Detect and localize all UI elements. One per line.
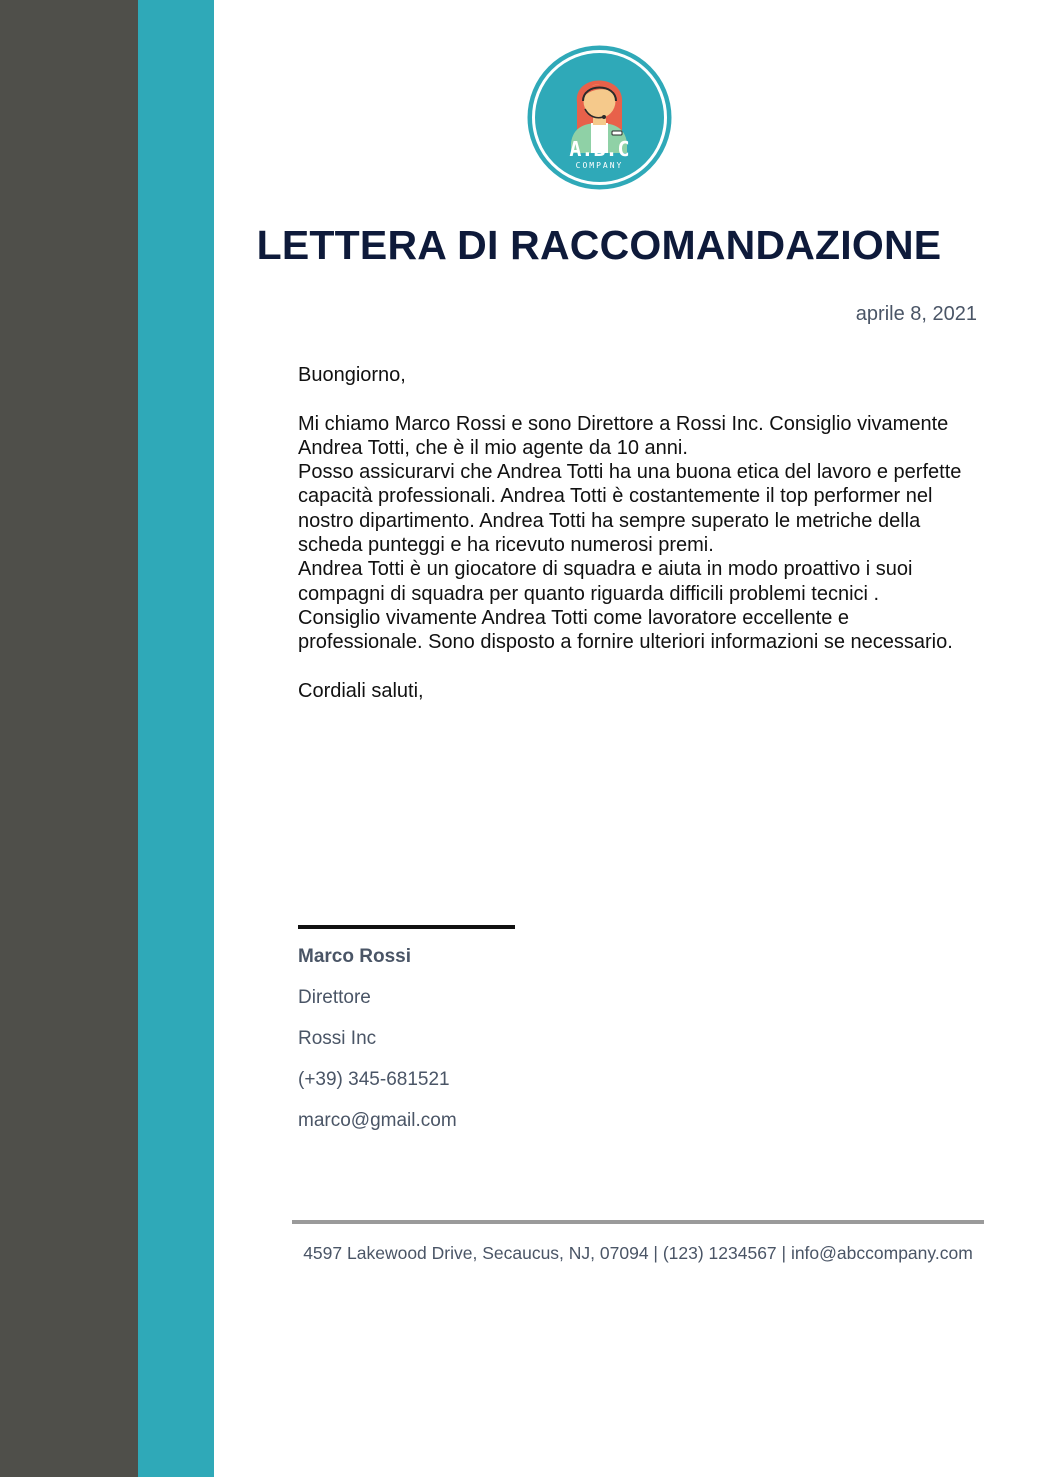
letter-paragraph: Consiglio vivamente Andrea Totti come lavoratore eccellente e professionale. Sono disposto a fornire ulteriori informazioni se necessario. (298, 606, 953, 654)
page-title: LETTERA DI RACCOMANDAZIONE (256, 222, 942, 268)
signer-company: Rossi Inc (298, 1028, 377, 1049)
signer-role: Direttore (298, 987, 371, 1008)
letter-paragraph: Andrea Totti è un giocatore di squadra e aiuta in modo proattivo i suoi compagni di squadra per quanto riguarda difficili problemi tecnici . (298, 558, 913, 605)
svg-text:A.B.C: A.B.C (569, 137, 630, 161)
letter-closing: Cordiali saluti, (298, 679, 424, 702)
signer-email: marco@gmail.com (298, 1110, 457, 1131)
signer-phone: (+39) 345-681521 (298, 1069, 450, 1090)
letter-body (298, 363, 968, 703)
signature-line (298, 925, 515, 929)
letter-paragraph: Posso assicurarvi che Andrea Totti ha una buona etica del lavoro e perfette capacità professionali. Andrea Totti è costantemente il top performer nel nostro dipartimento. Andrea Totti ha sempre superato le metriche della scheda punteggi e ha ricevuto numerosi premi. (298, 461, 962, 557)
svg-text:COMPANY: COMPANY (575, 161, 624, 170)
sidebar-band-accent (138, 0, 214, 1477)
footer-contact: 4597 Lakewood Drive, Secaucus, NJ, 07094 | (123) 1234567 | info@abccompany.com (303, 1243, 973, 1263)
signer-name: Marco Rossi (298, 946, 411, 967)
letter-date: aprile 8, 2021 (855, 303, 977, 325)
letter-greeting: Buongiorno, (298, 364, 406, 386)
footer-divider (292, 1220, 984, 1224)
sidebar-band-dark (0, 0, 138, 1477)
company-logo (525, 43, 674, 192)
letter-paragraph: Mi chiamo Marco Rossi e sono Direttore a Rossi Inc. Consiglio vivamente Andrea Totti, che è il mio agente da 10 anni. (298, 412, 949, 459)
